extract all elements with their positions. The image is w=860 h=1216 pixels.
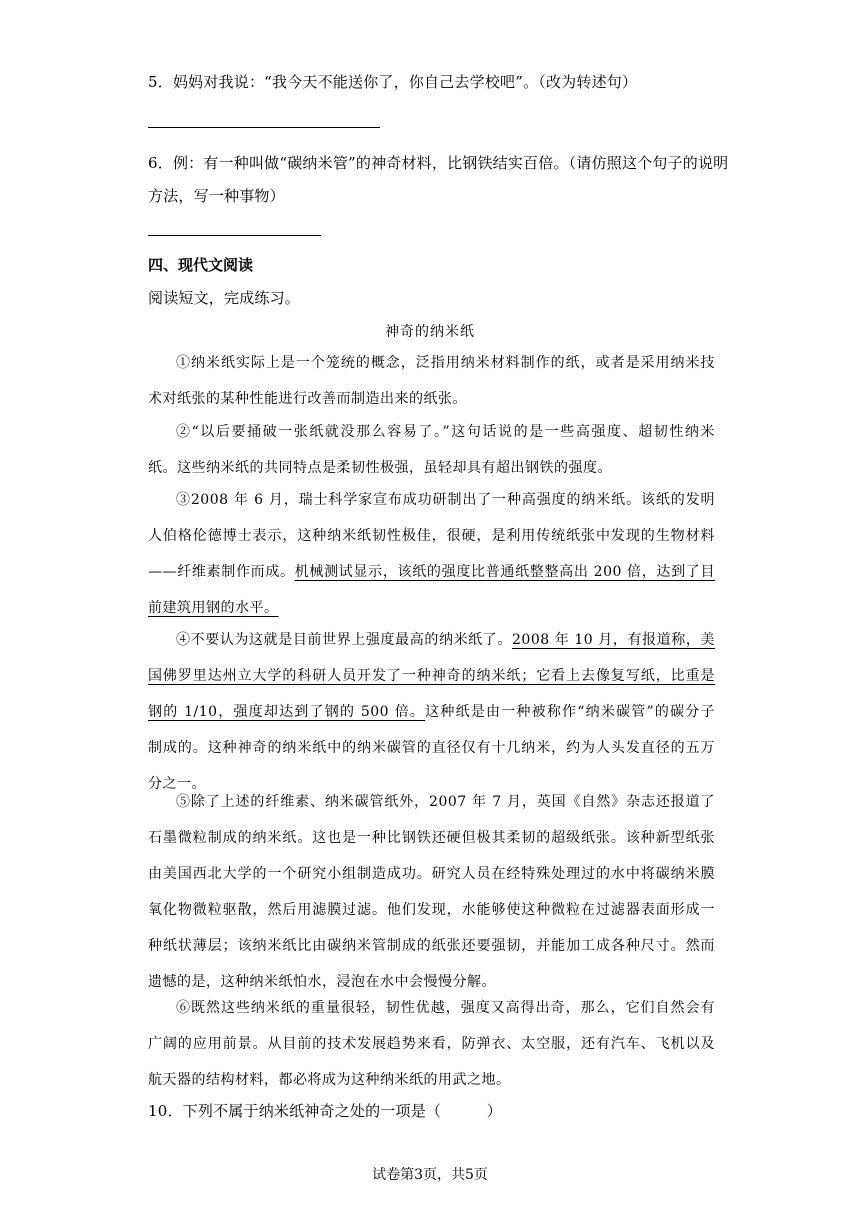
paragraph-3-line-3: [148, 554, 715, 590]
underlined-sentence-p4-part2: 国佛罗里达州立大学的科研人员开发了一种神奇的纳米纸；它看上去像复写纸，比重是: [148, 668, 715, 684]
paragraph-1-line-2: 术对纸张的某种性能进行改善而制造出来的纸张。: [148, 391, 467, 407]
question-5: 5．妈妈对我说：“我今天不能送你了，你自己去学校吧”。（改为转述句）: [148, 73, 638, 91]
paragraph-2-line-2: 纸。这些纳米纸的共同特点是柔韧性极强，虽轻却具有超出钢铁的强度。: [148, 460, 612, 476]
paragraph-3: [148, 482, 715, 626]
underlined-sentence-p4-part1: 2008 年 10 月，有报道称，美: [512, 632, 716, 648]
paragraph-4-line-1-plain: ④不要认为这就是目前世界上强度最高的纳米纸了。: [176, 632, 513, 648]
paragraph-4-line-1: [148, 622, 715, 658]
answer-line-q5[interactable]: [148, 127, 380, 128]
question-10: 10．下列不属于纳米纸神奇之处的一项是（ ）: [148, 1102, 502, 1120]
paragraph-1-line-1: ①纳米纸实际上是一个笼统的概念，泛指用纳米材料制作的纸，或者是采用纳米技: [176, 355, 715, 371]
paragraph-2: [148, 414, 715, 486]
paragraph-3-line-4: [148, 590, 715, 626]
paragraph-4-line-3-plain: 这种纸是由一种被称作“纳米碳管”的碳分子: [425, 704, 715, 720]
reading-instruction: 阅读短文，完成练习。: [148, 289, 301, 307]
paragraph-5: [148, 784, 715, 1000]
paragraph-5-line-2: 石墨微粒制成的纳米纸。这也是一种比钢铁还硬但极其柔韧的超级纸张。该种新型纸张: [148, 830, 715, 846]
paragraph-4-line-3: [148, 694, 715, 730]
paragraph-6: [148, 990, 715, 1098]
paragraph-4-line-5: 分之一。: [148, 776, 206, 792]
underlined-sentence-p3-part2: 前建筑用钢的水平。: [148, 600, 279, 616]
paragraph-5-line-5: 种纸状薄层；该纳米纸比由碳纳米管制成的纸张还要强韧，并能加工成各种尺寸。然而: [148, 938, 715, 954]
page-footer: 试卷第3页，共5页: [372, 1167, 488, 1183]
answer-line-q6[interactable]: [148, 235, 321, 236]
paragraph-2-line-1: ②“以后要捅破一张纸就没那么容易了。”这句话说的是一些高强度、超韧性纳米: [176, 424, 715, 440]
paragraph-6-line-1: ⑥既然这些纳米纸的重量很轻，韧性优越，强度又高得出奇，那么，它们自然会有: [176, 1000, 715, 1016]
paragraph-4-line-4: 制成的。这种神奇的纳米纸中的纳米碳管的直径仅有十几纳米，约为人头发直径的五万: [148, 740, 715, 756]
paragraph-1: [148, 345, 715, 417]
paragraph-5-line-1: ⑤除了上述的纤维素、纳米碳管纸外，2007 年 7 月，英国《自然》杂志还报道了: [176, 794, 715, 810]
paragraph-5-line-6: 遗憾的是，这种纳米纸怕水，浸泡在水中会慢慢分解。: [148, 974, 496, 990]
paragraph-4-line-2: [148, 658, 715, 694]
paragraph-6-line-3: 航天器的结构材料，都必将成为这种纳米纸的用武之地。: [148, 1072, 511, 1088]
underlined-sentence-p3-part1: 机械测试显示，该纸的强度比普通纸整整高出 200 倍，达到了目: [294, 564, 715, 580]
paragraph-3-line-1: ③2008 年 6 月，瑞士科学家宣布成功研制出了一种高强度的纳米纸。该纸的发明: [176, 492, 715, 508]
paragraph-5-line-3: 由美国西北大学的一个研究小组制造成功。研究人员在经特殊处理过的水中将碳纳米膜: [148, 866, 715, 882]
passage-title: 神奇的纳米纸: [385, 324, 475, 340]
paragraph-5-line-4: 氧化物微粒驱散，然后用滤膜过滤。他们发现，水能够使这种微粒在过滤器表面形成一: [148, 902, 715, 918]
underlined-sentence-p4-part3: 钢的 1/10，强度却达到了钢的 500 倍。: [148, 704, 426, 720]
paragraph-4: [148, 622, 715, 802]
question-6-line-1: 6．例：有一种叫做“碳纳米管”的神奇材料，比钢铁结实百倍。（请仿照这个句子的说明: [148, 154, 729, 172]
question-6-line-2: 方法，写一种事物）: [148, 187, 285, 205]
paragraph-6-line-2: 广阔的应用前景。从目前的技术发展趋势来看，防弹衣、太空服，还有汽车、飞机以及: [148, 1036, 715, 1052]
section-heading: 四、现代文阅读: [148, 256, 254, 274]
paragraph-3-line-3-plain: ——纤维素制作而成。: [148, 564, 295, 580]
paragraph-3-line-2: 人伯格伦德博士表示，这种纳米纸韧性极佳，很硬，是利用传统纸张中发现的生物材料: [148, 528, 715, 544]
